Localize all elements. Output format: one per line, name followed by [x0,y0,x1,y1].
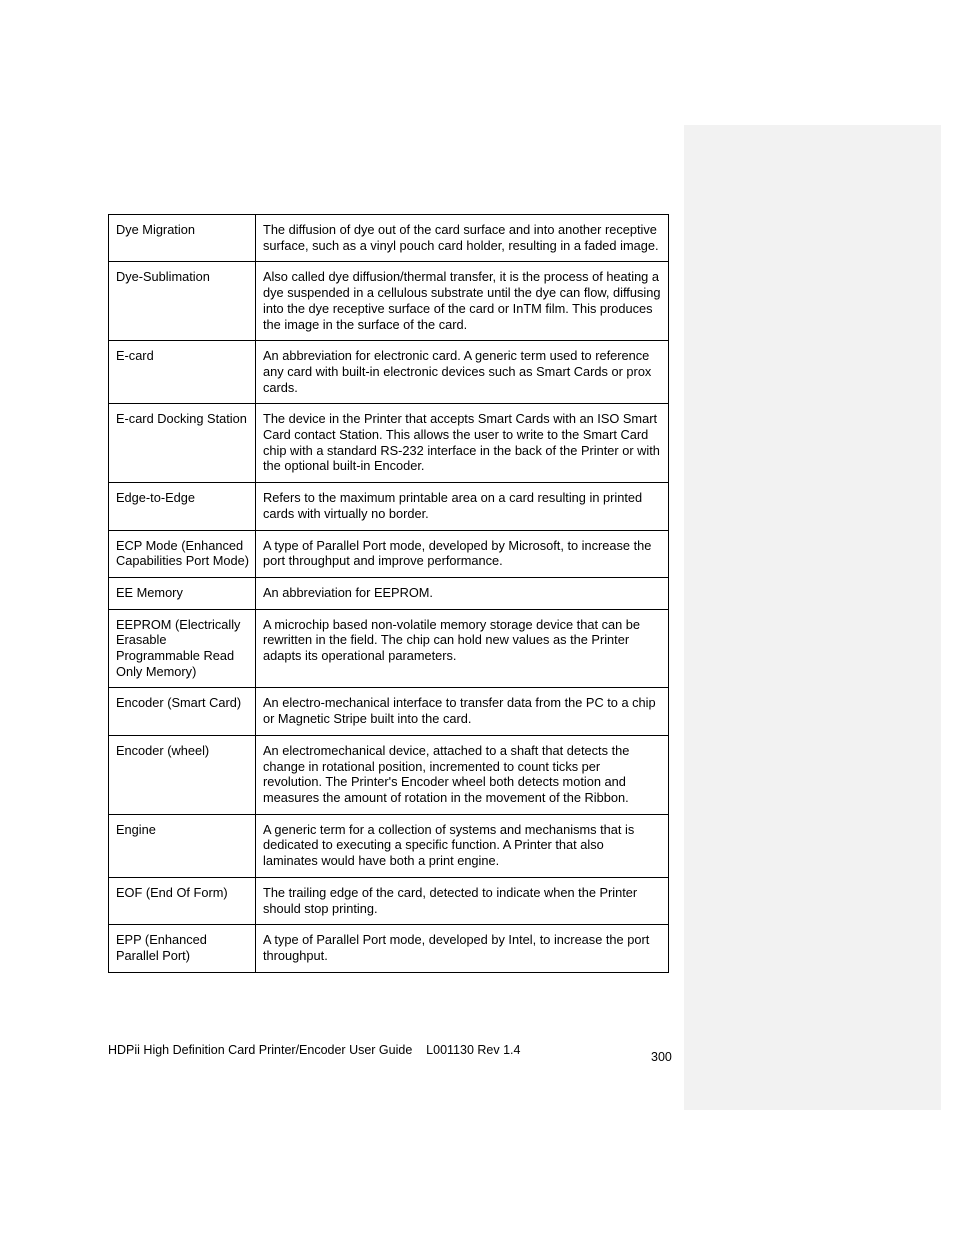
glossary-definition: The diffusion of dye out of the card surface and into another receptive surface, such as a vinyl pouch card holder, resulting in a faded image. [256,215,669,262]
glossary-definition: An electro-mechanical interface to transfer data from the PC to a chip or Magnetic Stripe built into the card. [256,688,669,735]
glossary-definition: An abbreviation for EEPROM. [256,577,669,609]
table-row [109,814,669,877]
glossary-term: Dye-Sublimation [109,262,256,341]
glossary-definition: A generic term for a collection of systems and mechanisms that is dedicated to executing a specific function. A Printer that also laminates would have both a print engine. [256,814,669,877]
glossary-definition: Also called dye diffusion/thermal transfer, it is the process of heating a dye suspended in a cellulous substrate until the dye can flow, diffusing into the dye receptive surface of the card or InTM film. This produces the image in the surface of the card. [256,262,669,341]
glossary-term: Encoder (wheel) [109,735,256,814]
table-row [109,577,669,609]
glossary-body [109,215,669,973]
glossary-term: E-card [109,341,256,404]
glossary-definition: Refers to the maximum printable area on a card resulting in printed cards with virtually no border. [256,483,669,530]
glossary-term: ECP Mode (Enhanced Capabilities Port Mode) [109,530,256,577]
glossary-definition: An electromechanical device, attached to a shaft that detects the change in rotational position, incremented to count ticks per revolution. The Printer's Encoder wheel both detects motion and measures the amount of rotation in the movement of the Ribbon. [256,735,669,814]
table-row [109,262,669,341]
glossary-definition: A type of Parallel Port mode, developed by Intel, to increase the port throughput. [256,925,669,972]
glossary-term: Engine [109,814,256,877]
table-row [109,404,669,483]
glossary-term: Encoder (Smart Card) [109,688,256,735]
table-row [109,609,669,688]
glossary-term: EE Memory [109,577,256,609]
table-row [109,215,669,262]
footer-document-title: HDPii High Definition Card Printer/Encoder User Guide L001130 Rev 1.4 [108,1043,521,1057]
glossary-term: EOF (End Of Form) [109,877,256,924]
table-row [109,877,669,924]
glossary-definition: An abbreviation for electronic card. A generic term used to reference any card with built-in electronic devices such as Smart Cards or prox cards. [256,341,669,404]
table-row [109,483,669,530]
glossary-term: Edge-to-Edge [109,483,256,530]
glossary-term: EPP (Enhanced Parallel Port) [109,925,256,972]
glossary-definition: A microchip based non-volatile memory storage device that can be rewritten in the field. The chip can hold new values as the Printer adapts its operational parameters. [256,609,669,688]
table-row [109,735,669,814]
glossary-definition: The trailing edge of the card, detected to indicate when the Printer should stop printing. [256,877,669,924]
glossary-definition: A type of Parallel Port mode, developed by Microsoft, to increase the port throughput and improve performance. [256,530,669,577]
table-row [109,688,669,735]
table-row [109,530,669,577]
table-row [109,341,669,404]
glossary-definition: The device in the Printer that accepts Smart Cards with an ISO Smart Card contact Station. This allows the user to write to the Smart Card chip with a standard RS-232 interface in the back of the Printer or with the optional built-in Encoder. [256,404,669,483]
page-number: 300 [651,1050,672,1064]
glossary-term: Dye Migration [109,215,256,262]
table-row [109,925,669,972]
glossary-table [108,214,669,973]
comment-pane [684,125,941,1110]
glossary-term: EEPROM (Electrically Erasable Programmable Read Only Memory) [109,609,256,688]
glossary-term: E-card Docking Station [109,404,256,483]
